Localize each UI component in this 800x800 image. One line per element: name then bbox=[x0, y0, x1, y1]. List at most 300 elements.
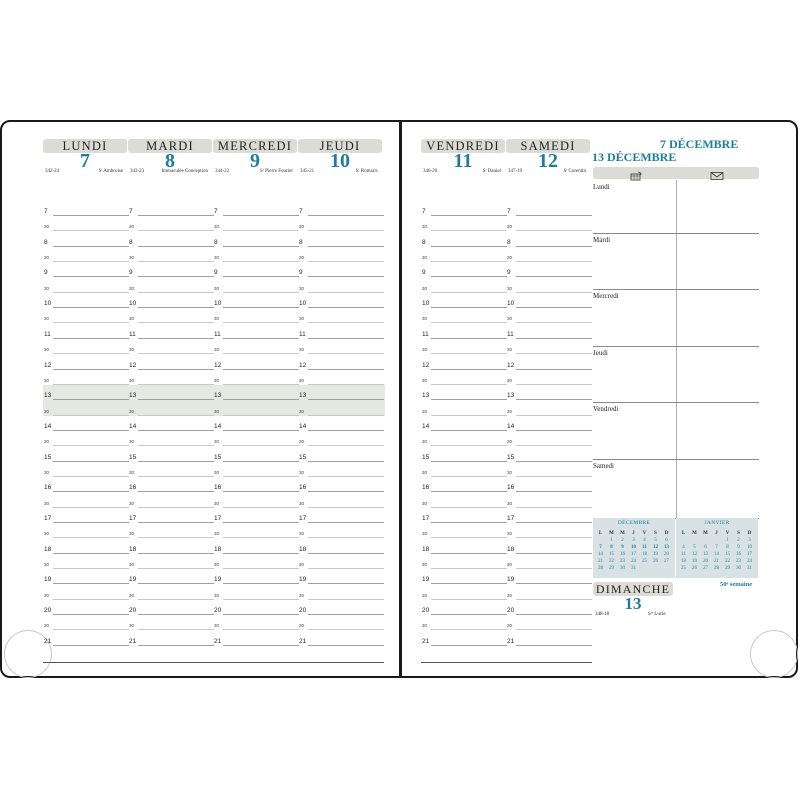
half-hour-label: 30 bbox=[129, 377, 135, 383]
hour-line[interactable] bbox=[138, 522, 214, 523]
half-hour-line[interactable] bbox=[516, 568, 592, 569]
hour-line[interactable] bbox=[516, 614, 592, 615]
mini-day[interactable]: 13 bbox=[664, 545, 669, 550]
hour-line[interactable] bbox=[53, 461, 129, 462]
hour-line[interactable] bbox=[431, 491, 507, 492]
hour-line[interactable] bbox=[53, 522, 129, 523]
half-hour-label: 30 bbox=[129, 531, 135, 537]
half-hour-line[interactable] bbox=[53, 261, 129, 262]
hour-line[interactable] bbox=[138, 461, 214, 462]
half-hour-line[interactable] bbox=[138, 476, 214, 477]
half-hour-line[interactable] bbox=[138, 353, 214, 354]
half-hour-line[interactable] bbox=[53, 629, 129, 630]
mini-calendar-month: JANVIER bbox=[704, 520, 730, 526]
half-hour-line[interactable] bbox=[431, 415, 507, 416]
mini-day[interactable]: 14 bbox=[714, 552, 719, 557]
hour-line[interactable] bbox=[308, 276, 384, 277]
hour-line[interactable] bbox=[223, 369, 299, 370]
hour-line[interactable] bbox=[138, 338, 214, 339]
hour-line[interactable] bbox=[223, 522, 299, 523]
mini-day[interactable]: 8 bbox=[726, 545, 729, 550]
hour-line[interactable] bbox=[138, 645, 214, 646]
hour-line[interactable] bbox=[223, 399, 299, 400]
half-hour-label: 30 bbox=[214, 224, 220, 230]
mini-day[interactable]: 7 bbox=[599, 545, 602, 550]
hour-line[interactable] bbox=[53, 246, 129, 247]
mini-day[interactable]: 26 bbox=[692, 566, 697, 571]
hour-line[interactable] bbox=[138, 276, 214, 277]
hour-label: 18 bbox=[299, 545, 307, 553]
half-hour-line[interactable] bbox=[308, 445, 384, 446]
mini-calendar-janvier bbox=[676, 518, 758, 578]
hour-line[interactable] bbox=[516, 338, 592, 339]
sunday-day-code: 348-18 bbox=[595, 612, 610, 617]
half-hour-line[interactable] bbox=[516, 261, 592, 262]
half-hour-line[interactable] bbox=[308, 629, 384, 630]
hour-line[interactable] bbox=[138, 215, 214, 216]
half-hour-line[interactable] bbox=[223, 445, 299, 446]
mini-day[interactable]: 21 bbox=[598, 559, 603, 564]
hour-line[interactable] bbox=[516, 276, 592, 277]
hour-line[interactable] bbox=[308, 614, 384, 615]
half-hour-line[interactable] bbox=[138, 415, 214, 416]
mini-day[interactable]: 28 bbox=[598, 566, 603, 571]
hour-line[interactable] bbox=[53, 307, 129, 308]
half-hour-line[interactable] bbox=[308, 261, 384, 262]
mini-weekday: S bbox=[654, 531, 657, 536]
hour-line[interactable] bbox=[431, 583, 507, 584]
hour-label: 16 bbox=[214, 484, 222, 492]
hour-line[interactable] bbox=[308, 491, 384, 492]
hour-line[interactable] bbox=[138, 583, 214, 584]
hour-line[interactable] bbox=[431, 307, 507, 308]
half-hour-line[interactable] bbox=[223, 353, 299, 354]
mini-calendar-week-row bbox=[678, 544, 756, 551]
half-hour-line[interactable] bbox=[138, 384, 214, 385]
half-hour-line[interactable] bbox=[138, 568, 214, 569]
hour-line[interactable] bbox=[308, 522, 384, 523]
half-hour-label: 30 bbox=[299, 347, 305, 353]
hour-line[interactable] bbox=[431, 369, 507, 370]
mini-day[interactable]: 16 bbox=[620, 552, 625, 557]
hour-line[interactable] bbox=[431, 399, 507, 400]
mini-calendar-week-row bbox=[678, 537, 756, 544]
hour-label: 13 bbox=[422, 392, 430, 400]
half-hour-line[interactable] bbox=[138, 629, 214, 630]
hour-line[interactable] bbox=[53, 553, 129, 554]
half-hour-line[interactable] bbox=[138, 599, 214, 600]
mini-day[interactable]: 27 bbox=[703, 566, 708, 571]
hour-line[interactable] bbox=[53, 399, 129, 400]
mini-day[interactable]: 24 bbox=[631, 559, 636, 564]
half-hour-line[interactable] bbox=[431, 568, 507, 569]
notes-day-label: Samedi bbox=[593, 462, 614, 470]
hour-line[interactable] bbox=[431, 215, 507, 216]
mini-day[interactable]: 9 bbox=[737, 545, 740, 550]
half-hour-label: 30 bbox=[422, 255, 428, 261]
mini-weekday: M bbox=[620, 531, 625, 536]
mini-weekday: V bbox=[725, 531, 730, 536]
hour-line[interactable] bbox=[431, 276, 507, 277]
hour-line[interactable] bbox=[308, 645, 384, 646]
mini-day[interactable]: 22 bbox=[609, 559, 614, 564]
half-hour-line[interactable] bbox=[431, 353, 507, 354]
mini-day[interactable]: 1 bbox=[610, 538, 613, 543]
hour-line[interactable] bbox=[308, 553, 384, 554]
hour-label: 16 bbox=[44, 484, 52, 492]
hour-line[interactable] bbox=[53, 583, 129, 584]
mini-day[interactable]: 17 bbox=[631, 552, 636, 557]
mini-day[interactable]: 15 bbox=[725, 552, 730, 557]
mini-day[interactable]: 29 bbox=[609, 566, 614, 571]
half-hour-line[interactable] bbox=[516, 537, 592, 538]
hour-label: 14 bbox=[299, 422, 307, 430]
hour-line[interactable] bbox=[223, 307, 299, 308]
mini-day[interactable]: 12 bbox=[692, 552, 697, 557]
half-hour-line[interactable] bbox=[431, 230, 507, 231]
half-hour-label: 30 bbox=[129, 623, 135, 629]
half-hour-line[interactable] bbox=[431, 537, 507, 538]
half-hour-line[interactable] bbox=[53, 568, 129, 569]
day-saint-right-0: Sᵗ Daniel bbox=[482, 169, 501, 174]
hour-line[interactable] bbox=[516, 645, 592, 646]
mini-day[interactable]: 2 bbox=[621, 538, 624, 543]
hour-line[interactable] bbox=[516, 215, 592, 216]
hour-line[interactable] bbox=[223, 645, 299, 646]
mini-day[interactable]: 6 bbox=[704, 545, 707, 550]
notes-day-rule bbox=[593, 289, 759, 290]
half-hour-line[interactable] bbox=[138, 322, 214, 323]
hour-line[interactable] bbox=[431, 461, 507, 462]
hour-label: 21 bbox=[422, 637, 430, 645]
mini-day[interactable]: 24 bbox=[747, 559, 752, 564]
hour-line[interactable] bbox=[138, 491, 214, 492]
day-header-left-0: LUNDI bbox=[43, 139, 127, 153]
hour-line[interactable] bbox=[516, 246, 592, 247]
mini-day[interactable]: 20 bbox=[664, 552, 669, 557]
half-hour-label: 30 bbox=[214, 592, 220, 598]
notes-day-rule bbox=[593, 459, 759, 460]
half-hour-line[interactable] bbox=[223, 384, 299, 385]
hour-label: 9 bbox=[422, 269, 426, 277]
half-hour-label: 30 bbox=[129, 347, 135, 353]
hour-label: 18 bbox=[214, 545, 222, 553]
hour-line[interactable] bbox=[53, 614, 129, 615]
hour-label: 13 bbox=[299, 392, 307, 400]
half-hour-label: 30 bbox=[299, 500, 305, 506]
half-hour-line[interactable] bbox=[53, 353, 129, 354]
mini-day[interactable]: 5 bbox=[654, 538, 657, 543]
half-hour-line[interactable] bbox=[308, 599, 384, 600]
mini-day[interactable]: 20 bbox=[703, 559, 708, 564]
half-hour-line[interactable] bbox=[223, 230, 299, 231]
day-code-right-0: 346-20 bbox=[423, 169, 438, 174]
half-hour-line[interactable] bbox=[138, 292, 214, 293]
hour-label: 14 bbox=[422, 422, 430, 430]
hour-label: 7 bbox=[507, 208, 511, 215]
hour-label: 16 bbox=[507, 484, 515, 492]
half-hour-line[interactable] bbox=[431, 599, 507, 600]
hour-line[interactable] bbox=[308, 307, 384, 308]
mini-day[interactable]: 10 bbox=[631, 545, 636, 550]
hour-line[interactable] bbox=[138, 614, 214, 615]
half-hour-line[interactable] bbox=[516, 322, 592, 323]
hour-line[interactable] bbox=[138, 369, 214, 370]
half-hour-label: 30 bbox=[129, 316, 135, 322]
hour-label: 8 bbox=[422, 238, 426, 246]
mini-day[interactable]: 25 bbox=[642, 559, 647, 564]
hour-line[interactable] bbox=[138, 307, 214, 308]
day-date-right-0: 11 bbox=[453, 150, 473, 172]
hour-line[interactable] bbox=[53, 491, 129, 492]
half-hour-line[interactable] bbox=[516, 230, 592, 231]
half-hour-line[interactable] bbox=[138, 445, 214, 446]
hour-line[interactable] bbox=[516, 369, 592, 370]
mini-day[interactable]: 13 bbox=[703, 552, 708, 557]
mini-day[interactable]: 3 bbox=[632, 538, 635, 543]
sunday-date: 13 bbox=[624, 594, 642, 613]
hour-label: 20 bbox=[422, 607, 430, 615]
half-hour-line[interactable] bbox=[431, 322, 507, 323]
mini-day[interactable]: 14 bbox=[598, 552, 603, 557]
calendar-icon[interactable] bbox=[630, 168, 642, 186]
hour-line[interactable] bbox=[53, 430, 129, 431]
half-hour-line[interactable] bbox=[308, 384, 384, 385]
mini-day[interactable]: 4 bbox=[682, 545, 685, 550]
hour-label: 15 bbox=[299, 453, 307, 461]
hour-line[interactable] bbox=[223, 583, 299, 584]
hour-line[interactable] bbox=[223, 338, 299, 339]
mini-day[interactable]: 9 bbox=[621, 545, 624, 550]
mini-day[interactable]: 8 bbox=[610, 545, 613, 550]
hour-line[interactable] bbox=[431, 246, 507, 247]
hour-line[interactable] bbox=[308, 583, 384, 584]
half-hour-line[interactable] bbox=[516, 384, 592, 385]
half-hour-line[interactable] bbox=[223, 629, 299, 630]
half-hour-line[interactable] bbox=[431, 507, 507, 508]
hour-label: 8 bbox=[44, 238, 48, 246]
half-hour-line[interactable] bbox=[308, 230, 384, 231]
hour-line[interactable] bbox=[223, 276, 299, 277]
mini-day[interactable]: 11 bbox=[642, 545, 647, 550]
half-hour-line[interactable] bbox=[308, 537, 384, 538]
half-hour-line[interactable] bbox=[516, 476, 592, 477]
hour-label: 7 bbox=[299, 208, 303, 215]
hour-line[interactable] bbox=[138, 246, 214, 247]
hour-line[interactable] bbox=[223, 553, 299, 554]
half-hour-line[interactable] bbox=[223, 415, 299, 416]
hour-line[interactable] bbox=[53, 276, 129, 277]
mini-day[interactable]: 5 bbox=[693, 545, 696, 550]
half-hour-line[interactable] bbox=[516, 599, 592, 600]
notes-day-label: Mardi bbox=[593, 236, 611, 244]
mini-day[interactable]: 28 bbox=[714, 566, 719, 571]
envelope-icon[interactable] bbox=[710, 168, 724, 186]
half-hour-line[interactable] bbox=[53, 384, 129, 385]
half-hour-line[interactable] bbox=[223, 292, 299, 293]
half-hour-line[interactable] bbox=[138, 507, 214, 508]
mini-day[interactable]: 23 bbox=[620, 559, 625, 564]
half-hour-line[interactable] bbox=[308, 415, 384, 416]
half-hour-line[interactable] bbox=[223, 537, 299, 538]
hour-line[interactable] bbox=[516, 491, 592, 492]
mini-day bbox=[711, 537, 722, 544]
half-hour-label: 30 bbox=[44, 500, 50, 506]
hour-line[interactable] bbox=[53, 215, 129, 216]
half-hour-line[interactable] bbox=[516, 415, 592, 416]
half-hour-line[interactable] bbox=[516, 353, 592, 354]
half-hour-label: 30 bbox=[299, 408, 305, 414]
hour-line[interactable] bbox=[308, 246, 384, 247]
half-hour-line[interactable] bbox=[431, 384, 507, 385]
half-hour-line[interactable] bbox=[53, 537, 129, 538]
half-hour-line[interactable] bbox=[223, 322, 299, 323]
mini-day[interactable]: 2 bbox=[737, 538, 740, 543]
half-hour-line[interactable] bbox=[431, 476, 507, 477]
hour-line[interactable] bbox=[431, 522, 507, 523]
mini-day[interactable]: 18 bbox=[642, 552, 647, 557]
hour-label: 15 bbox=[422, 453, 430, 461]
hour-line[interactable] bbox=[53, 338, 129, 339]
hour-label: 8 bbox=[214, 238, 218, 246]
mini-day[interactable]: 3 bbox=[748, 538, 751, 543]
hour-line[interactable] bbox=[516, 307, 592, 308]
mini-day[interactable]: 19 bbox=[692, 559, 697, 564]
half-hour-line[interactable] bbox=[53, 415, 129, 416]
hour-line[interactable] bbox=[516, 430, 592, 431]
mini-day[interactable]: 30 bbox=[620, 566, 625, 571]
half-hour-line[interactable] bbox=[516, 445, 592, 446]
half-hour-line[interactable] bbox=[223, 599, 299, 600]
day-code-right-1: 347-19 bbox=[508, 169, 523, 174]
mini-day[interactable]: 15 bbox=[609, 552, 614, 557]
mini-day[interactable]: 22 bbox=[725, 559, 730, 564]
mini-day[interactable]: 31 bbox=[747, 566, 752, 571]
hour-line[interactable] bbox=[431, 614, 507, 615]
hour-line[interactable] bbox=[223, 461, 299, 462]
half-hour-line[interactable] bbox=[138, 261, 214, 262]
hour-label: 10 bbox=[44, 300, 52, 308]
half-hour-line[interactable] bbox=[308, 353, 384, 354]
half-hour-line[interactable] bbox=[308, 476, 384, 477]
hour-line[interactable] bbox=[516, 461, 592, 462]
hour-label: 17 bbox=[44, 515, 52, 522]
half-hour-line[interactable] bbox=[308, 507, 384, 508]
mini-day[interactable]: 4 bbox=[643, 538, 646, 543]
hour-line[interactable] bbox=[138, 399, 214, 400]
mini-day[interactable]: 16 bbox=[736, 552, 741, 557]
mini-day[interactable]: 21 bbox=[714, 559, 719, 564]
mini-day[interactable]: 30 bbox=[736, 566, 741, 571]
hour-line[interactable] bbox=[53, 645, 129, 646]
mini-day[interactable]: 10 bbox=[747, 545, 752, 550]
mini-day[interactable]: 11 bbox=[681, 552, 686, 557]
half-hour-line[interactable] bbox=[53, 322, 129, 323]
mini-day[interactable]: 18 bbox=[681, 559, 686, 564]
hour-line[interactable] bbox=[431, 430, 507, 431]
half-hour-line[interactable] bbox=[516, 292, 592, 293]
half-hour-line[interactable] bbox=[53, 292, 129, 293]
hour-label: 17 bbox=[129, 515, 137, 522]
half-hour-line[interactable] bbox=[308, 568, 384, 569]
hour-line[interactable] bbox=[223, 614, 299, 615]
hour-line[interactable] bbox=[223, 491, 299, 492]
mini-day[interactable]: 1 bbox=[726, 538, 729, 543]
hour-line[interactable] bbox=[223, 430, 299, 431]
half-hour-line[interactable] bbox=[223, 476, 299, 477]
half-hour-label: 30 bbox=[422, 531, 428, 537]
hour-line[interactable] bbox=[308, 399, 384, 400]
hour-label: 19 bbox=[422, 576, 430, 584]
half-hour-line[interactable] bbox=[223, 261, 299, 262]
half-hour-line[interactable] bbox=[431, 629, 507, 630]
hour-line[interactable] bbox=[53, 369, 129, 370]
hour-line[interactable] bbox=[516, 399, 592, 400]
half-hour-line[interactable] bbox=[308, 292, 384, 293]
half-hour-line[interactable] bbox=[516, 507, 592, 508]
mini-day[interactable]: 27 bbox=[664, 559, 669, 564]
half-hour-line[interactable] bbox=[431, 261, 507, 262]
half-hour-line[interactable] bbox=[53, 476, 129, 477]
mini-day[interactable]: 19 bbox=[653, 552, 658, 557]
half-hour-line[interactable] bbox=[223, 568, 299, 569]
hour-line[interactable] bbox=[431, 645, 507, 646]
mini-day[interactable]: 31 bbox=[631, 566, 636, 571]
hour-line[interactable] bbox=[431, 338, 507, 339]
half-hour-line[interactable] bbox=[53, 599, 129, 600]
half-hour-label: 30 bbox=[299, 255, 305, 261]
hour-line[interactable] bbox=[308, 430, 384, 431]
hour-line[interactable] bbox=[138, 430, 214, 431]
hour-line[interactable] bbox=[516, 522, 592, 523]
half-hour-label: 30 bbox=[129, 408, 135, 414]
hour-line[interactable] bbox=[308, 369, 384, 370]
hour-line[interactable] bbox=[431, 553, 507, 554]
half-hour-label: 30 bbox=[129, 469, 135, 475]
hour-label: 8 bbox=[129, 238, 133, 246]
day-header-right-0: VENDREDI bbox=[421, 139, 505, 153]
hour-line[interactable] bbox=[223, 246, 299, 247]
half-hour-line[interactable] bbox=[431, 445, 507, 446]
hour-line[interactable] bbox=[516, 553, 592, 554]
hour-line[interactable] bbox=[308, 338, 384, 339]
half-hour-line[interactable] bbox=[431, 292, 507, 293]
hour-line[interactable] bbox=[138, 553, 214, 554]
hour-line[interactable] bbox=[223, 215, 299, 216]
mini-day[interactable]: 26 bbox=[653, 559, 658, 564]
half-hour-line[interactable] bbox=[53, 445, 129, 446]
half-hour-line[interactable] bbox=[308, 322, 384, 323]
mini-day[interactable]: 25 bbox=[681, 566, 686, 571]
hour-line[interactable] bbox=[516, 583, 592, 584]
half-hour-line[interactable] bbox=[138, 230, 214, 231]
half-hour-line[interactable] bbox=[223, 507, 299, 508]
half-hour-line[interactable] bbox=[53, 507, 129, 508]
mini-day[interactable]: 17 bbox=[747, 552, 752, 557]
day-date-left-1: 8 bbox=[165, 150, 175, 172]
mini-day[interactable]: 7 bbox=[715, 545, 718, 550]
half-hour-line[interactable] bbox=[516, 629, 592, 630]
mini-day[interactable]: 29 bbox=[725, 566, 730, 571]
hour-line[interactable] bbox=[308, 461, 384, 462]
notes-day-rule bbox=[593, 402, 759, 403]
hour-line[interactable] bbox=[308, 215, 384, 216]
mini-day[interactable]: 12 bbox=[653, 545, 658, 550]
half-hour-line[interactable] bbox=[53, 230, 129, 231]
mini-day[interactable]: 6 bbox=[665, 538, 668, 543]
half-hour-line[interactable] bbox=[138, 537, 214, 538]
mini-day[interactable]: 23 bbox=[736, 559, 741, 564]
